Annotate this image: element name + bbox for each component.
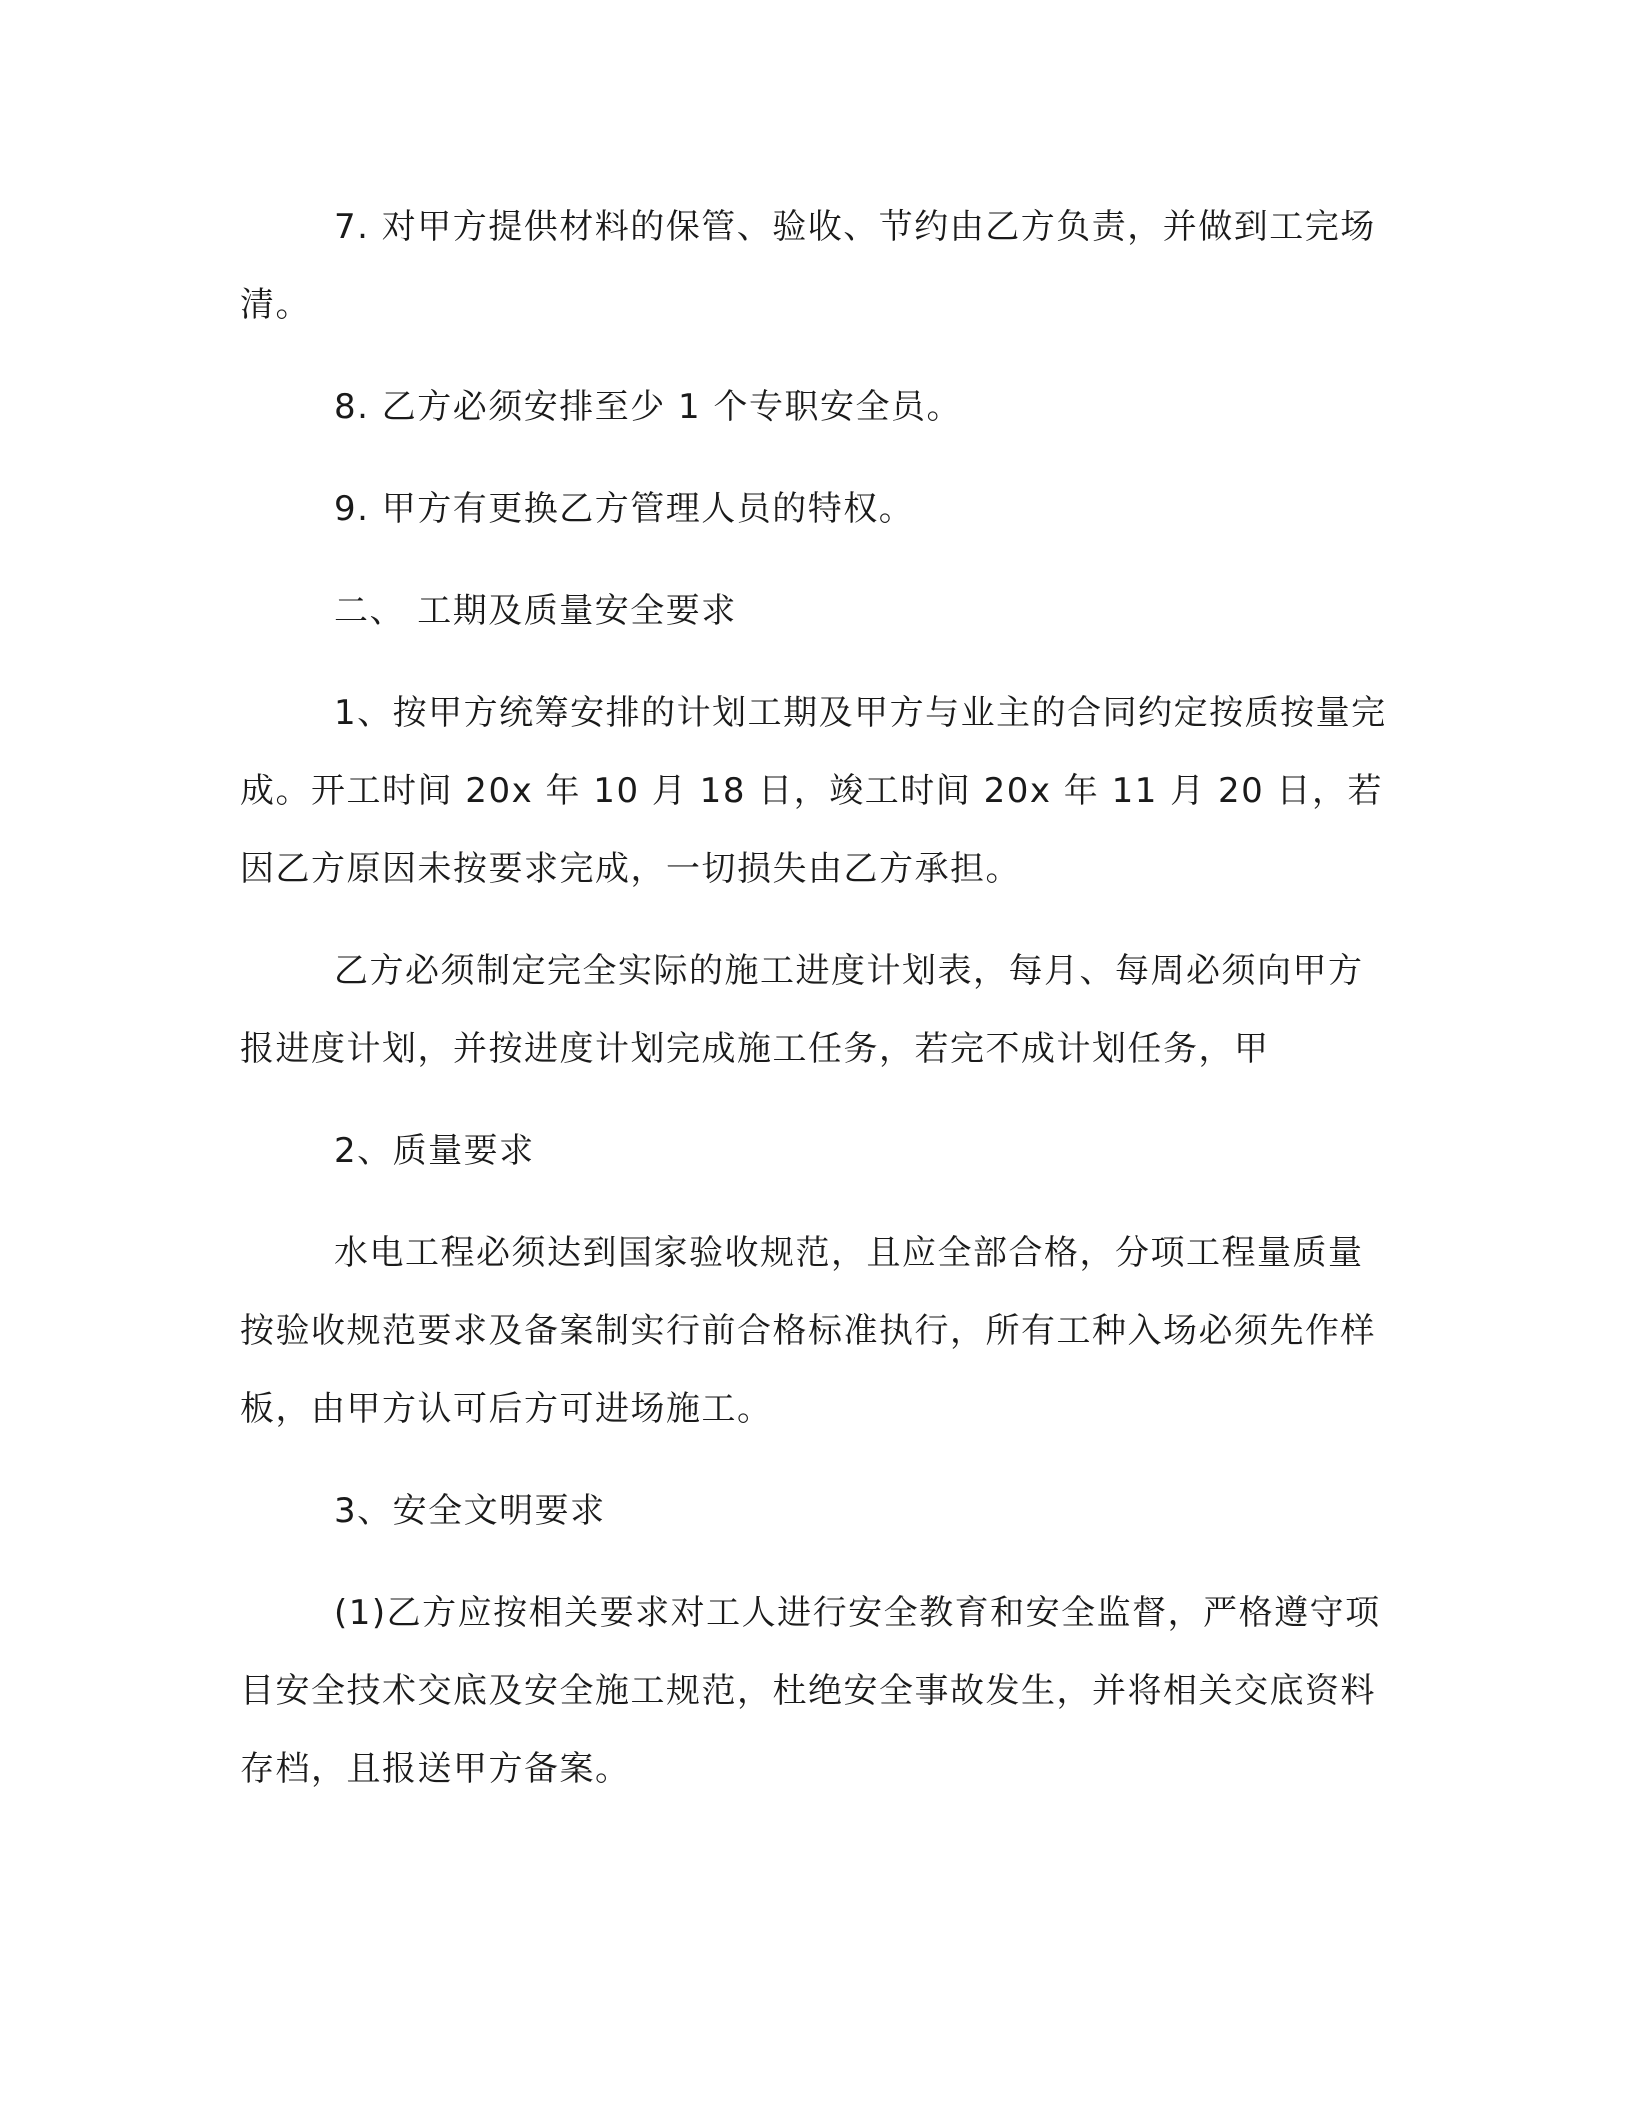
safety-heading: 3、安全文明要求 [334, 1491, 606, 1531]
section-heading-2: 二、 工期及质量安全要求 [334, 591, 737, 631]
quality-paragraph: 水电工程必须达到国家验收规范，且应全部合格，分项工程量质量按验收规范要求及备案制实行前合格标准执行，所有工种入场必须先作样板，由甲方认可后方可进场施工。 [240, 1233, 1376, 1429]
quality-heading: 2、质量要求 [334, 1131, 535, 1171]
clause-8: 8. 乙方必须安排至少 1 个专职安全员。 [334, 387, 962, 427]
safety-paragraph-1: (1)乙方应按相关要求对工人进行安全教育和安全监督，严格遵守项目安全技术交底及安全施工规范，杜绝安全事故发生，并将相关交底资料存档，且报送甲方备案。 [240, 1593, 1381, 1789]
progress-plan-paragraph: 乙方必须制定完全实际的施工进度计划表，每月、每周必须向甲方报进度计划，并按进度计划完成施工任务，若完不成计划任务，甲 [240, 951, 1364, 1069]
schedule-requirement: 1、按甲方统筹安排的计划工期及甲方与业主的合同约定按质按量完成。开工时间 20x 年 10 月 18 日，竣工时间 20x 年 11 月 20 日，若因乙方原因未按要求完成，一切损失由乙方承担。 [240, 693, 1387, 889]
clause-9: 9. 甲方有更换乙方管理人员的特权。 [334, 489, 915, 529]
document-body [240, 188, 1390, 1808]
clause-7: 7. 对甲方提供材料的保管、验收、节约由乙方负责，并做到工完场清。 [240, 207, 1376, 325]
